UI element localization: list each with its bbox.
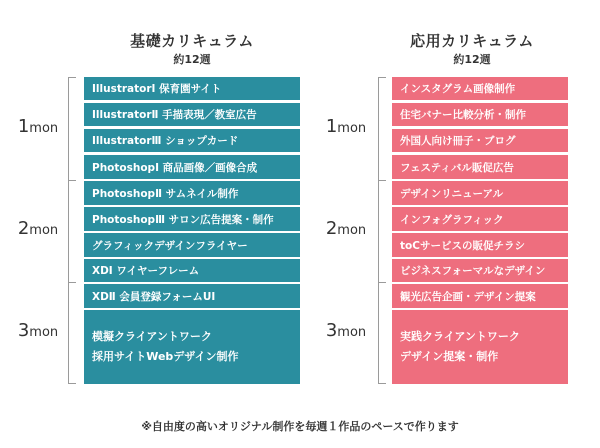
basic-final-line-1: 模擬クライアントワーク: [92, 330, 212, 343]
advanced-item-4: フェスティバル販促広告: [392, 155, 568, 179]
footnote: ※自由度の高いオリジナル制作を毎週１作品のペースで作ります: [141, 420, 459, 433]
advanced-month-bracket: [378, 77, 386, 384]
basic-final-project: [84, 310, 300, 384]
basic-item-3: IllustratorⅢ ショップカード: [84, 129, 300, 152]
basic-item-2: IllustratorⅡ 手描表現／教室広告: [84, 103, 300, 126]
advanced-final-line-2: デザイン提案・制作: [400, 350, 499, 363]
basic-item-5: PhotoshopⅡ サムネイル制作: [84, 181, 300, 205]
basic-month-1: 1mon: [17, 116, 59, 137]
basic-curriculum-duration: 約12週: [173, 53, 211, 66]
advanced-month-3: 3mon: [325, 320, 367, 341]
advanced-month-1: 1mon: [325, 116, 367, 137]
basic-item-7: グラフィックデザインフライヤー: [84, 233, 300, 257]
advanced-curriculum-list: [392, 77, 568, 384]
basic-item-9: XDⅡ 会員登録フォームUI: [84, 284, 300, 308]
basic-month-bracket: [68, 77, 76, 384]
advanced-final-line-1: 実践クライアントワーク: [400, 330, 520, 343]
advanced-month-2: 2mon: [325, 218, 367, 239]
advanced-item-8: ビジネスフォーマルなデザイン: [392, 259, 568, 282]
advanced-item-1: インスタグラム画像制作: [392, 77, 568, 100]
basic-curriculum-list: [84, 77, 300, 384]
advanced-item-6: インフォグラフィック: [392, 207, 568, 231]
basic-final-line-2: 採用サイトWebデザイン制作: [92, 350, 239, 363]
basic-month-2: 2mon: [17, 218, 59, 239]
advanced-curriculum-title: 応用カリキュラム: [410, 32, 534, 50]
advanced-item-9: 観光広告企画・デザイン提案: [392, 284, 568, 308]
basic-month-3: 3mon: [17, 320, 59, 341]
basic-item-1: IllustratorⅠ 保育園サイト: [84, 77, 300, 100]
basic-curriculum-title: 基礎カリキュラム: [130, 32, 254, 50]
basic-item-6: PhotoshopⅢ サロン広告提案・制作: [84, 207, 300, 231]
advanced-item-3: 外国人向け冊子・ブログ: [392, 129, 568, 152]
advanced-item-5: デザインリニューアル: [392, 181, 568, 205]
advanced-item-2: 住宅バナー比較分析・制作: [392, 103, 568, 126]
advanced-curriculum-duration: 約12週: [453, 53, 491, 66]
advanced-final-project: [392, 310, 568, 384]
basic-item-4: PhotoshopⅠ 商品画像／画像合成: [84, 155, 300, 179]
basic-item-8: XDⅠ ワイヤーフレーム: [84, 259, 300, 282]
advanced-item-7: toCサービスの販促チラシ: [392, 233, 568, 257]
